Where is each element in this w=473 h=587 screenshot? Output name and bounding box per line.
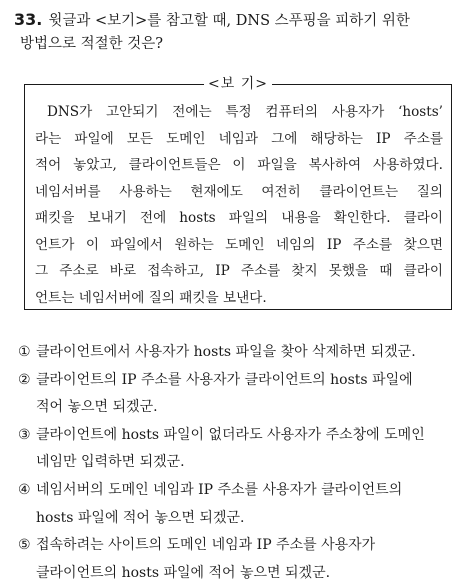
choice-2-text: 클라이언트의 IP 주소를 사용자가 클라이언트의 hosts 파일에	[36, 371, 413, 388]
choice-1[interactable]	[18, 339, 464, 367]
choice-2[interactable]	[18, 367, 464, 422]
choice-3-marker: ③	[18, 426, 31, 443]
bogi-line: 네임서버를 사용하는 현재에도 여전히 클라이언트는 질의	[35, 183, 443, 200]
choice-1-marker: ①	[18, 344, 31, 360]
choice-2-marker: ②	[18, 371, 31, 388]
question-number: 33.	[14, 10, 43, 29]
bogi-line: 적어 놓았고, 클라이언트들은 이 파일을 복사하여 사용하였다.	[35, 157, 443, 173]
bogi-box	[24, 76, 452, 310]
choice-2-line-1	[18, 367, 464, 395]
choice-5[interactable]	[18, 532, 464, 587]
bogi-line: 패킷을 보내기 전에 hosts 파일의 내용을 확인한다. 클라이	[35, 210, 443, 226]
question-stem-text-1: 윗글과 <보기>를 참고할 때, DNS 스푸핑을 피하기 위한	[48, 13, 410, 29]
bogi-line: 그 주소로 바로 접속하고, IP 주소를 찾지 못했을 때 클라이	[35, 263, 443, 279]
choice-5-marker: ⑤	[18, 537, 31, 554]
choice-3-text: 클라이언트에 hosts 파일이 없더라도 사용자가 주소창에 도메인	[36, 426, 425, 443]
choice-4-line-1	[18, 477, 464, 505]
choice-4-marker: ④	[18, 481, 31, 498]
bogi-label: <보 기>	[204, 75, 272, 93]
bogi-body	[35, 99, 443, 311]
question-line-1	[14, 8, 464, 33]
choice-3[interactable]	[18, 422, 464, 477]
choice-3-line-1	[18, 422, 464, 450]
choice-4[interactable]	[18, 477, 464, 532]
choice-4-text: 네임서버의 도메인 네임과 IP 주소를 사용자가 클라이언트의	[36, 481, 403, 498]
question-stem-text-2: 방법으로 적절한 것은?	[20, 36, 164, 52]
bogi-line: 언트는 네임서버에 질의 패킷을 보낸다.	[35, 289, 267, 306]
question-stem	[14, 8, 464, 56]
choice-5-text: 접속하려는 사이트의 도메인 네임과 IP 주소를 사용자가	[36, 537, 376, 554]
choice-1-line-1	[18, 339, 464, 367]
choice-5-line-2: 클라이언트의 hosts 파일에 적어 놓으면 되겠군.	[36, 564, 331, 581]
choice-2-line-2: 적어 놓으면 되겠군.	[36, 399, 158, 416]
bogi-line: 라는 파일에 모든 도메인 네임과 그에 해당하는 IP 주소를	[35, 130, 443, 147]
choice-1-text: 클라이언트에서 사용자가 hosts 파일을 찾아 삭제하면 되겠군.	[36, 344, 416, 360]
choice-4-line-2: hosts 파일에 적어 놓으면 되겠군.	[36, 509, 245, 526]
bogi-line: 언트가 이 파일에서 원하는 도메인 네임의 IP 주소를 찾으면	[35, 236, 443, 253]
choice-3-line-2: 네임만 입력하면 되겠군.	[36, 454, 185, 471]
answer-choices	[18, 339, 464, 587]
bogi-line: DNS가 고안되기 전에는 특정 컴퓨터의 사용자가 ‘hosts’	[47, 104, 443, 120]
question-line-2	[14, 33, 464, 56]
choice-5-line-1	[18, 532, 464, 560]
